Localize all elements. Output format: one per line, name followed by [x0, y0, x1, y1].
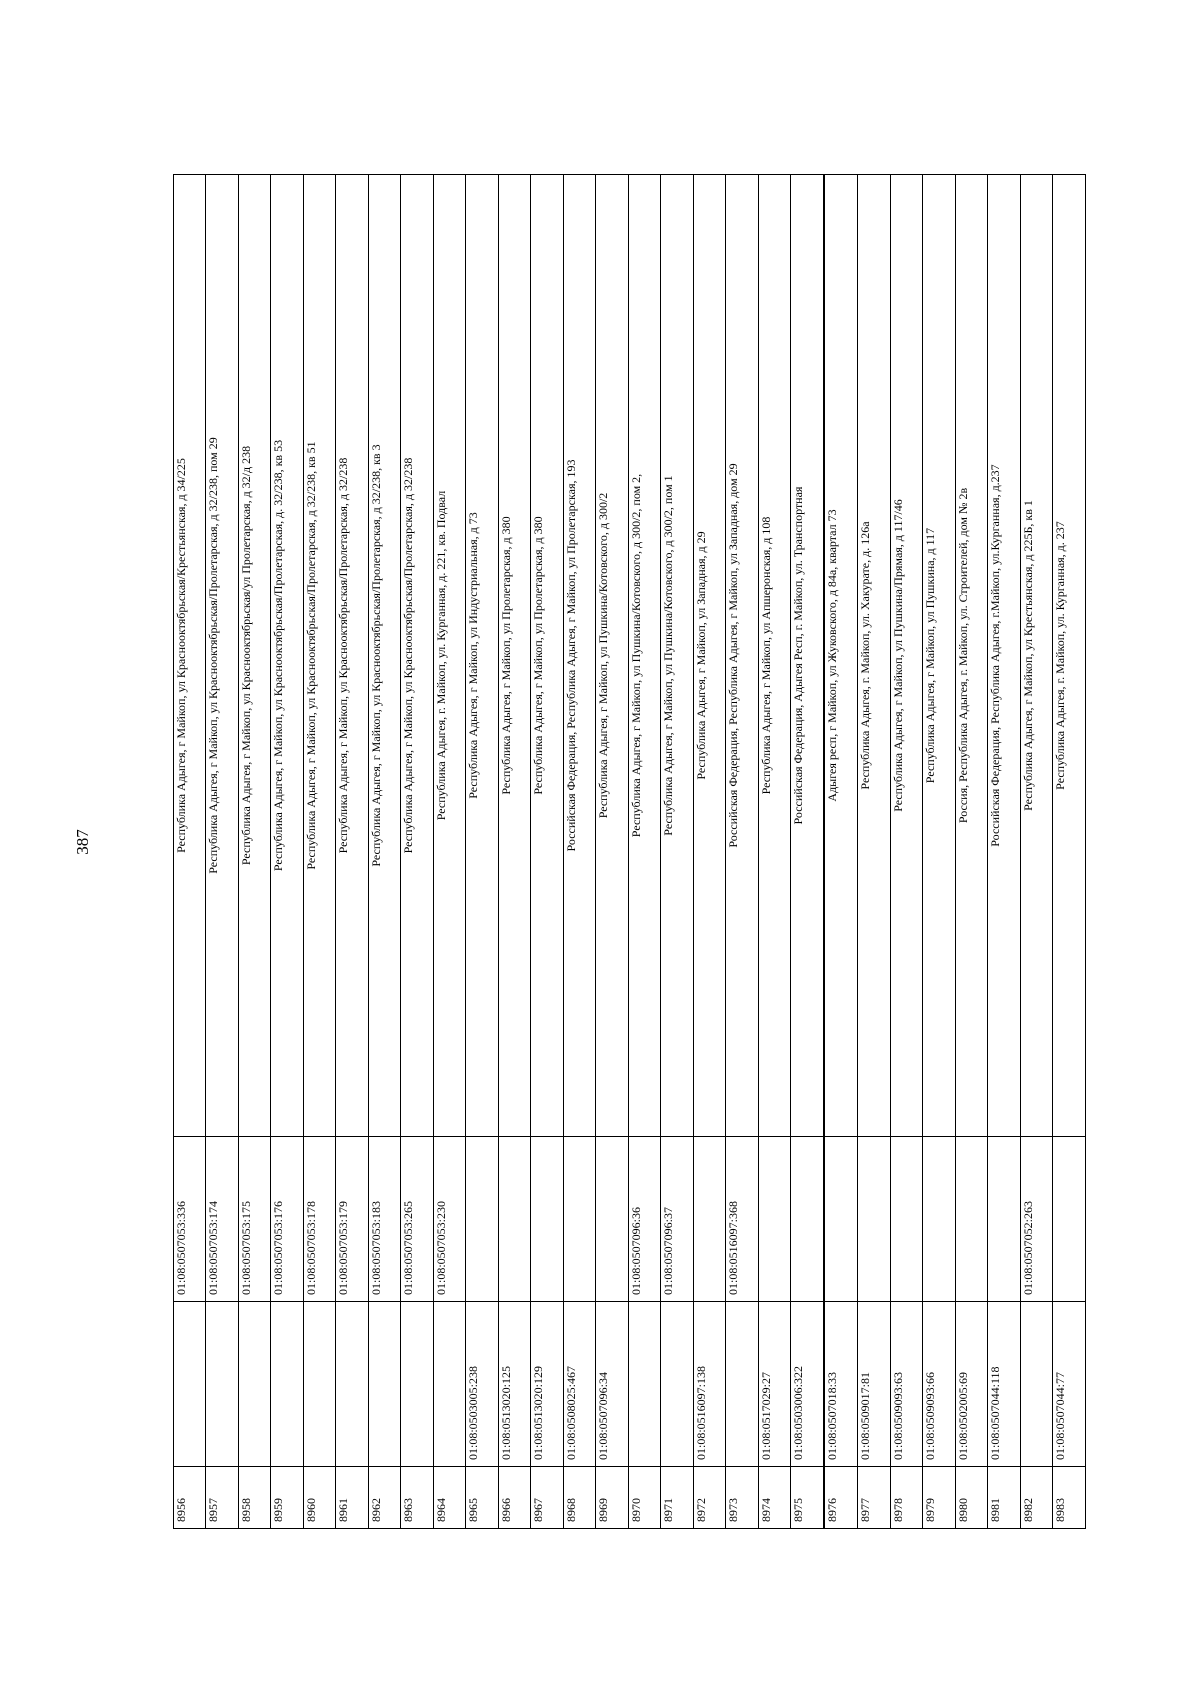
cadastral-number-land: 01:08:0507044:118: [988, 1302, 1020, 1467]
row-number: 8972: [693, 1467, 725, 1529]
cadastral-number-land: 01:08:0516097:138: [693, 1302, 725, 1467]
table-row: [791, 175, 825, 1529]
address: Российская Федерация, Республика Адыгея, г.Майкоп, ул.Курганная, д.237: [988, 175, 1020, 1137]
address: Республика Адыгея, г Майкоп, ул Краснооктябрьская/Пролетарская, д 32/238, кв 3: [368, 175, 400, 1137]
cadastral-number-land: [336, 1302, 368, 1467]
cadastral-number-land: [726, 1302, 758, 1467]
table-row: [596, 175, 628, 1529]
table-row: [693, 175, 725, 1529]
cadastral-number-land: [174, 1302, 206, 1467]
cadastral-number-land: 01:08:0509017:81: [858, 1302, 890, 1467]
cadastral-number-land: 01:08:0507018:33: [824, 1302, 858, 1467]
table-row: [1020, 175, 1052, 1529]
cadastral-number-land: [628, 1302, 660, 1467]
row-number: 8974: [758, 1467, 790, 1529]
row-number: 8979: [923, 1467, 955, 1529]
address: Республика Адыгея, г Майкоп, ул Пролетарская, д 380: [498, 175, 530, 1137]
cadastral-number-object: [1053, 1137, 1086, 1302]
cadastral-number-land: 01:08:0513020:125: [498, 1302, 530, 1467]
row-number: 8963: [401, 1467, 433, 1529]
cadastral-number-object: [466, 1137, 498, 1302]
row-number: 8983: [1053, 1467, 1086, 1529]
table-row: [858, 175, 890, 1529]
cadastral-number-land: 01:08:0513020:129: [531, 1302, 563, 1467]
address: Республика Адыгея, г Майкоп, ул Краснооктябрьская/Пролетарская, д 32/238, кв 51: [303, 175, 335, 1137]
row-number: 8982: [1020, 1467, 1052, 1529]
cadastral-number-object: 01:08:0507053:336: [174, 1137, 206, 1302]
address: Республика Адыгея, г Майкоп, ул Западная, д 29: [693, 175, 725, 1137]
cadastral-number-object: [563, 1137, 595, 1302]
row-number: 8980: [955, 1467, 987, 1529]
cadastral-number-object: [858, 1137, 890, 1302]
cadastral-number-object: 01:08:0507053:175: [238, 1137, 270, 1302]
row-number: 8971: [661, 1467, 693, 1529]
row-number: 8965: [466, 1467, 498, 1529]
address: Республика Адыгея, г. Майкоп, ул. Курганная, д. 221, кв. Подвал: [433, 175, 465, 1137]
table-row: [890, 175, 922, 1529]
address: Республика Адыгея, г Майкоп, ул Индустриальная, д 73: [466, 175, 498, 1137]
cadastral-number-land: [238, 1302, 270, 1467]
cadastral-number-object: [498, 1137, 530, 1302]
table-row: [661, 175, 693, 1529]
table-row: [955, 175, 987, 1529]
address: Республика Адыгея, г Майкоп, ул Пушкина/Котовского, д 300/2, пом 1: [661, 175, 693, 1137]
cadastral-number-land: [433, 1302, 465, 1467]
address: Республика Адыгея, г Майкоп, ул Краснооктябрьская/Пролетарская, д. 32/238, кв 53: [271, 175, 303, 1137]
address: Республика Адыгея, г Майкоп, ул Краснооктябрьская/Крестьянская, д 34/225: [174, 175, 206, 1137]
cadastral-number-object: 01:08:0507053:183: [368, 1137, 400, 1302]
address: Республика Адыгея, г. Майкоп, ул. Курганная, д. 237: [1053, 175, 1086, 1137]
address: Российская Федерация, Республика Адыгея, г Майкоп, ул Пролетарская, 193: [563, 175, 595, 1137]
table-row: [824, 175, 858, 1529]
cadastral-number-land: [661, 1302, 693, 1467]
row-number: 8966: [498, 1467, 530, 1529]
address: Республика Адыгея, г Майкоп, ул Пушкина, д 117: [923, 175, 955, 1137]
row-number: 8962: [368, 1467, 400, 1529]
cadastral-number-land: 01:08:0517029:27: [758, 1302, 790, 1467]
cadastral-number-land: 01:08:0502005:69: [955, 1302, 987, 1467]
row-number: 8958: [238, 1467, 270, 1529]
row-number: 8977: [858, 1467, 890, 1529]
cadastral-number-object: 01:08:0507096:36: [628, 1137, 660, 1302]
cadastral-number-object: [596, 1137, 628, 1302]
cadastral-number-object: [758, 1137, 790, 1302]
table-row: [1053, 175, 1086, 1529]
cadastral-number-object: 01:08:0516097:368: [726, 1137, 758, 1302]
cadastral-number-land: 01:08:0509093:66: [923, 1302, 955, 1467]
cadastral-number-land: [303, 1302, 335, 1467]
row-number: 8967: [531, 1467, 563, 1529]
row-number: 8968: [563, 1467, 595, 1529]
table-row: [433, 175, 465, 1529]
row-number: 8956: [174, 1467, 206, 1529]
row-number: 8973: [726, 1467, 758, 1529]
row-number: 8975: [791, 1467, 825, 1529]
cadastral-number-land: [368, 1302, 400, 1467]
cadastral-table: [173, 174, 1086, 1529]
table-row: [466, 175, 498, 1529]
table-row: [206, 175, 238, 1529]
cadastral-number-object: [988, 1137, 1020, 1302]
row-number: 8969: [596, 1467, 628, 1529]
cadastral-number-object: 01:08:0507053:178: [303, 1137, 335, 1302]
cadastral-number-object: [531, 1137, 563, 1302]
table-row: [303, 175, 335, 1529]
table-row: [238, 175, 270, 1529]
address: Республика Адыгея, г Майкоп, ул Апшеронская, д 108: [758, 175, 790, 1137]
cadastral-number-land: 01:08:0509093:63: [890, 1302, 922, 1467]
row-number: 8960: [303, 1467, 335, 1529]
table-row: [923, 175, 955, 1529]
table-row: [498, 175, 530, 1529]
row-number: 8981: [988, 1467, 1020, 1529]
cadastral-number-land: [1020, 1302, 1052, 1467]
page-number: 387: [72, 829, 92, 855]
table-row: [563, 175, 595, 1529]
row-number: 8978: [890, 1467, 922, 1529]
cadastral-number-land: 01:08:0508025:467: [563, 1302, 595, 1467]
cadastral-number-object: [955, 1137, 987, 1302]
address: Республика Адыгея, г Майкоп, ул Крестьянская, д 225Б, кв 1: [1020, 175, 1052, 1137]
cadastral-number-object: 01:08:0507096:37: [661, 1137, 693, 1302]
address: Республика Адыгея, г Майкоп, ул Пушкина/Котовского, д 300/2, пом 2,: [628, 175, 660, 1137]
row-number: 8964: [433, 1467, 465, 1529]
table-row: [988, 175, 1020, 1529]
cadastral-number-object: [923, 1137, 955, 1302]
address: Республика Адыгея, г Майкоп, ул Краснооктябрьская/Пролетарская, д 32/238: [336, 175, 368, 1137]
rotated-table-container: [173, 175, 1086, 1529]
table-row: [401, 175, 433, 1529]
table-body: [174, 175, 1086, 1529]
row-number: 8959: [271, 1467, 303, 1529]
cadastral-number-object: 01:08:0507053:174: [206, 1137, 238, 1302]
address: Россия, Республика Адыгея, г. Майкоп, ул. Строителей, дом № 2в: [955, 175, 987, 1137]
table-row: [368, 175, 400, 1529]
table-row: [336, 175, 368, 1529]
cadastral-number-land: [401, 1302, 433, 1467]
address: Российская Федерация, Адыгея Респ, г. Майкоп, ул. Транспортная: [791, 175, 825, 1137]
row-number: 8961: [336, 1467, 368, 1529]
row-number: 8976: [824, 1467, 858, 1529]
address: Республика Адыгея, г Майкоп, ул Краснооктябрьская/ул Пролетарская, д 32/д 238: [238, 175, 270, 1137]
cadastral-number-object: 01:08:0507053:176: [271, 1137, 303, 1302]
cadastral-number-land: 01:08:0503005:238: [466, 1302, 498, 1467]
cadastral-number-object: [824, 1137, 858, 1302]
address: Российская Федерация, Республика Адыгея, г Майкоп, ул Западная, дом 29: [726, 175, 758, 1137]
cadastral-number-object: [890, 1137, 922, 1302]
address: Адыгея респ, г Майкоп, ул Жуковского, д 84а, квартал 73: [824, 175, 858, 1137]
cadastral-number-land: 01:08:0507044:77: [1053, 1302, 1086, 1467]
table-row: [628, 175, 660, 1529]
cadastral-number-object: 01:08:0507052:263: [1020, 1137, 1052, 1302]
cadastral-number-object: 01:08:0507053:230: [433, 1137, 465, 1302]
row-number: 8970: [628, 1467, 660, 1529]
address: Республика Адыгея, г Майкоп, ул Пролетарская, д 380: [531, 175, 563, 1137]
cadastral-number-land: [271, 1302, 303, 1467]
address: Республика Адыгея, г Майкоп, ул Пушкина/Прямая, д 117/46: [890, 175, 922, 1137]
address: Республика Адыгея, г Майкоп, ул Краснооктябрьская/Пролетарская, д 32/238, пом 29: [206, 175, 238, 1137]
cadastral-number-land: 01:08:0507096:34: [596, 1302, 628, 1467]
row-number: 8957: [206, 1467, 238, 1529]
address: Республика Адыгея, г. Майкоп, ул. Хакурате, д. 126а: [858, 175, 890, 1137]
cadastral-number-land: 01:08:0503006:322: [791, 1302, 825, 1467]
table-row: [726, 175, 758, 1529]
address: Республика Адыгея, г Майкоп, ул Пушкина/Котовского, д 300/2: [596, 175, 628, 1137]
table-row: [174, 175, 206, 1529]
table-row: [271, 175, 303, 1529]
cadastral-number-land: [206, 1302, 238, 1467]
cadastral-number-object: 01:08:0507053:265: [401, 1137, 433, 1302]
cadastral-number-object: [791, 1137, 825, 1302]
cadastral-number-object: 01:08:0507053:179: [336, 1137, 368, 1302]
table-row: [758, 175, 790, 1529]
table-row: [531, 175, 563, 1529]
cadastral-number-object: [693, 1137, 725, 1302]
address: Республика Адыгея, г Майкоп, ул Краснооктябрьская/Пролетарская, д 32/238: [401, 175, 433, 1137]
